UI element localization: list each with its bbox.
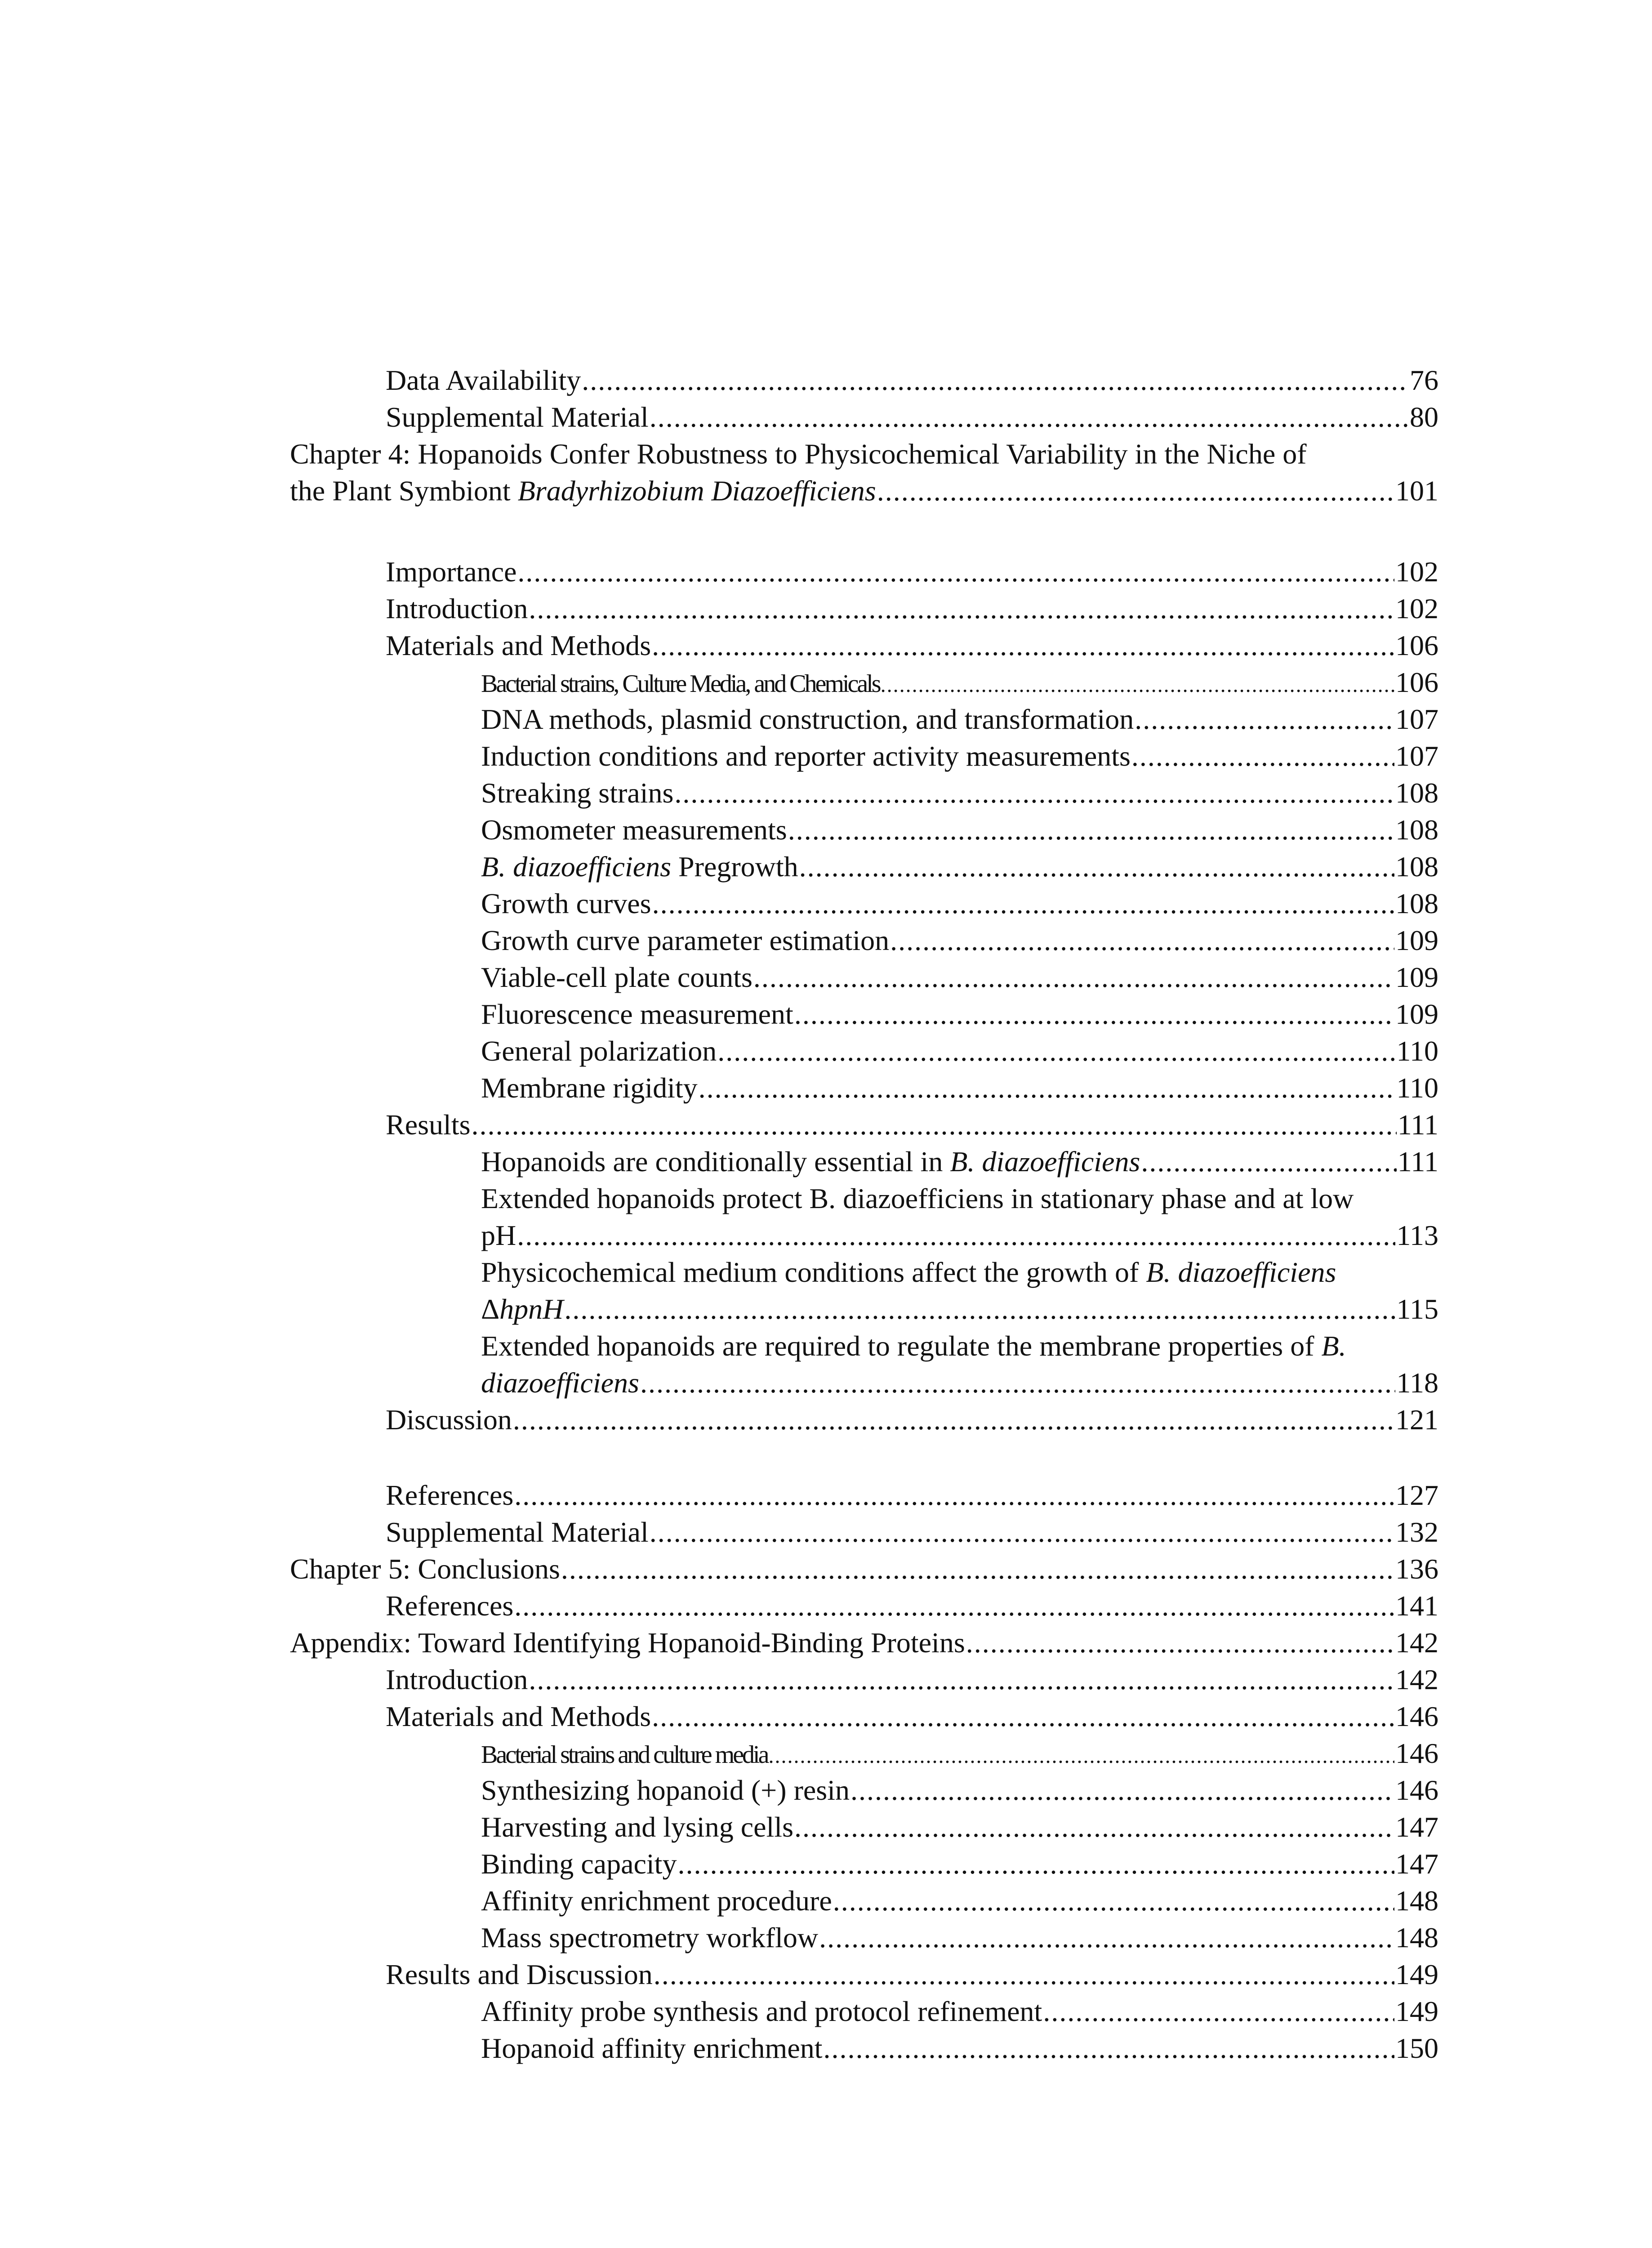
toc-entry-streaking-strains: Streaking strains ..... 108 bbox=[481, 775, 1438, 811]
toc-entry-materials-methods: Materials and Methods ..... 106 bbox=[386, 628, 1438, 664]
toc-entry-bacterial-strains-appendix: Bacterial strains and culture media ..... 146 bbox=[481, 1735, 1438, 1771]
toc-entry-hopanoids-essential: Hopanoids are conditionally essential in B. diazoefficiens ..... 111 bbox=[481, 1144, 1438, 1180]
page-number: 76 bbox=[1410, 364, 1438, 396]
toc-entry-supplemental-material: Supplemental Material ..... 80 bbox=[386, 399, 1438, 435]
toc-entry-extended-required-line-1: Extended hopanoids are required to regulate the membrane properties of B. bbox=[481, 1330, 1346, 1362]
toc-entry-extended-required-line-2: diazoefficiens ..... 118 bbox=[481, 1365, 1438, 1401]
toc-entry-results: Results ..... 111 bbox=[386, 1107, 1438, 1143]
toc-entry-bacterial-strains: Bacterial strains, Culture Media, and Chemicals ..... 106 bbox=[481, 665, 1438, 700]
toc-entry-dna-methods: DNA methods, plasmid construction, and transformation ..... 107 bbox=[481, 701, 1438, 737]
toc-entry-introduction: Introduction ..... 102 bbox=[386, 591, 1438, 627]
toc-entry-viable-cell: Viable-cell plate counts ..... 109 bbox=[481, 959, 1438, 995]
toc-entry-membrane-rigidity: Membrane rigidity ..... 110 bbox=[481, 1070, 1438, 1106]
toc-entry-chapter-4-line-1: Chapter 4: Hopanoids Confer Robustness to Physicochemical Variability in the Niche of bbox=[290, 438, 1307, 470]
toc-entry-physicochemical-line-2: ΔhpnH ..... 115 bbox=[481, 1291, 1438, 1327]
toc-entry-physicochemical-line-1: Physicochemical medium conditions affect the growth of B. diazoefficiens bbox=[481, 1256, 1336, 1288]
toc-entry-materials-methods-appendix: Materials and Methods ..... 146 bbox=[386, 1699, 1438, 1735]
toc-entry-osmometer: Osmometer measurements ..... 108 bbox=[481, 812, 1438, 848]
toc-entry-discussion: Discussion ..... 121 bbox=[386, 1402, 1438, 1438]
toc-entry-extended-hopanoids-line-2: pH ..... 113 bbox=[481, 1218, 1438, 1253]
toc-entry-extended-hopanoids-line-1: Extended hopanoids protect B. diazoefficiens in stationary phase and at low bbox=[481, 1182, 1354, 1214]
toc-entry-synthesizing-resin: Synthesizing hopanoid (+) resin ..... 146 bbox=[481, 1772, 1438, 1808]
toc-entry-induction-conditions: Induction conditions and reporter activity measurements ..... 107 bbox=[481, 738, 1438, 774]
toc-entry-chapter-5: Chapter 5: Conclusions ..... 136 bbox=[290, 1551, 1438, 1587]
page-number: 80 bbox=[1410, 401, 1438, 433]
toc-entry-references-5: References ..... 141 bbox=[386, 1588, 1438, 1624]
toc-entry-general-polarization: General polarization ..... 110 bbox=[481, 1033, 1438, 1069]
toc-entry-mass-spectrometry: Mass spectrometry workflow ..... 148 bbox=[481, 1920, 1438, 1956]
page-number: 101 bbox=[1395, 475, 1438, 507]
toc-entry-growth-curves: Growth curves ..... 108 bbox=[481, 886, 1438, 922]
toc-entry-affinity-procedure: Affinity enrichment procedure ..... 148 bbox=[481, 1883, 1438, 1919]
toc-entry-affinity-probe: Affinity probe synthesis and protocol refinement ..... 149 bbox=[481, 1994, 1438, 2029]
toc-entry-fluorescence: Fluorescence measurement ..... 109 bbox=[481, 996, 1438, 1032]
toc-entry-hopanoid-affinity: Hopanoid affinity enrichment ..... 150 bbox=[481, 2030, 1438, 2066]
toc-entry-results-discussion: Results and Discussion ..... 149 bbox=[386, 1957, 1438, 1993]
toc-entry-supplemental-material-4: Supplemental Material ..... 132 bbox=[386, 1514, 1438, 1550]
toc-entry-data-availability: Data Availability ..... 76 bbox=[386, 362, 1438, 398]
toc-entry-appendix: Appendix: Toward Identifying Hopanoid-Binding Proteins ..... 142 bbox=[290, 1625, 1438, 1661]
toc-entry-harvesting: Harvesting and lysing cells ..... 147 bbox=[481, 1809, 1438, 1845]
toc-entry-binding-capacity: Binding capacity ..... 147 bbox=[481, 1846, 1438, 1882]
toc-entry-references: References ..... 127 bbox=[386, 1477, 1438, 1513]
toc-entry-pregrowth: B. diazoefficiens Pregrowth ..... 108 bbox=[481, 849, 1438, 885]
toc-entry-introduction-appendix: Introduction ..... 142 bbox=[386, 1662, 1438, 1698]
toc-entry-importance: Importance ..... 102 bbox=[386, 554, 1438, 590]
toc-entry-growth-parameter: Growth curve parameter estimation ..... 109 bbox=[481, 923, 1438, 959]
toc-entry-chapter-4-line-2: the Plant Symbiont Bradyrhizobium Diazoefficiens ..... 101 bbox=[290, 473, 1438, 509]
